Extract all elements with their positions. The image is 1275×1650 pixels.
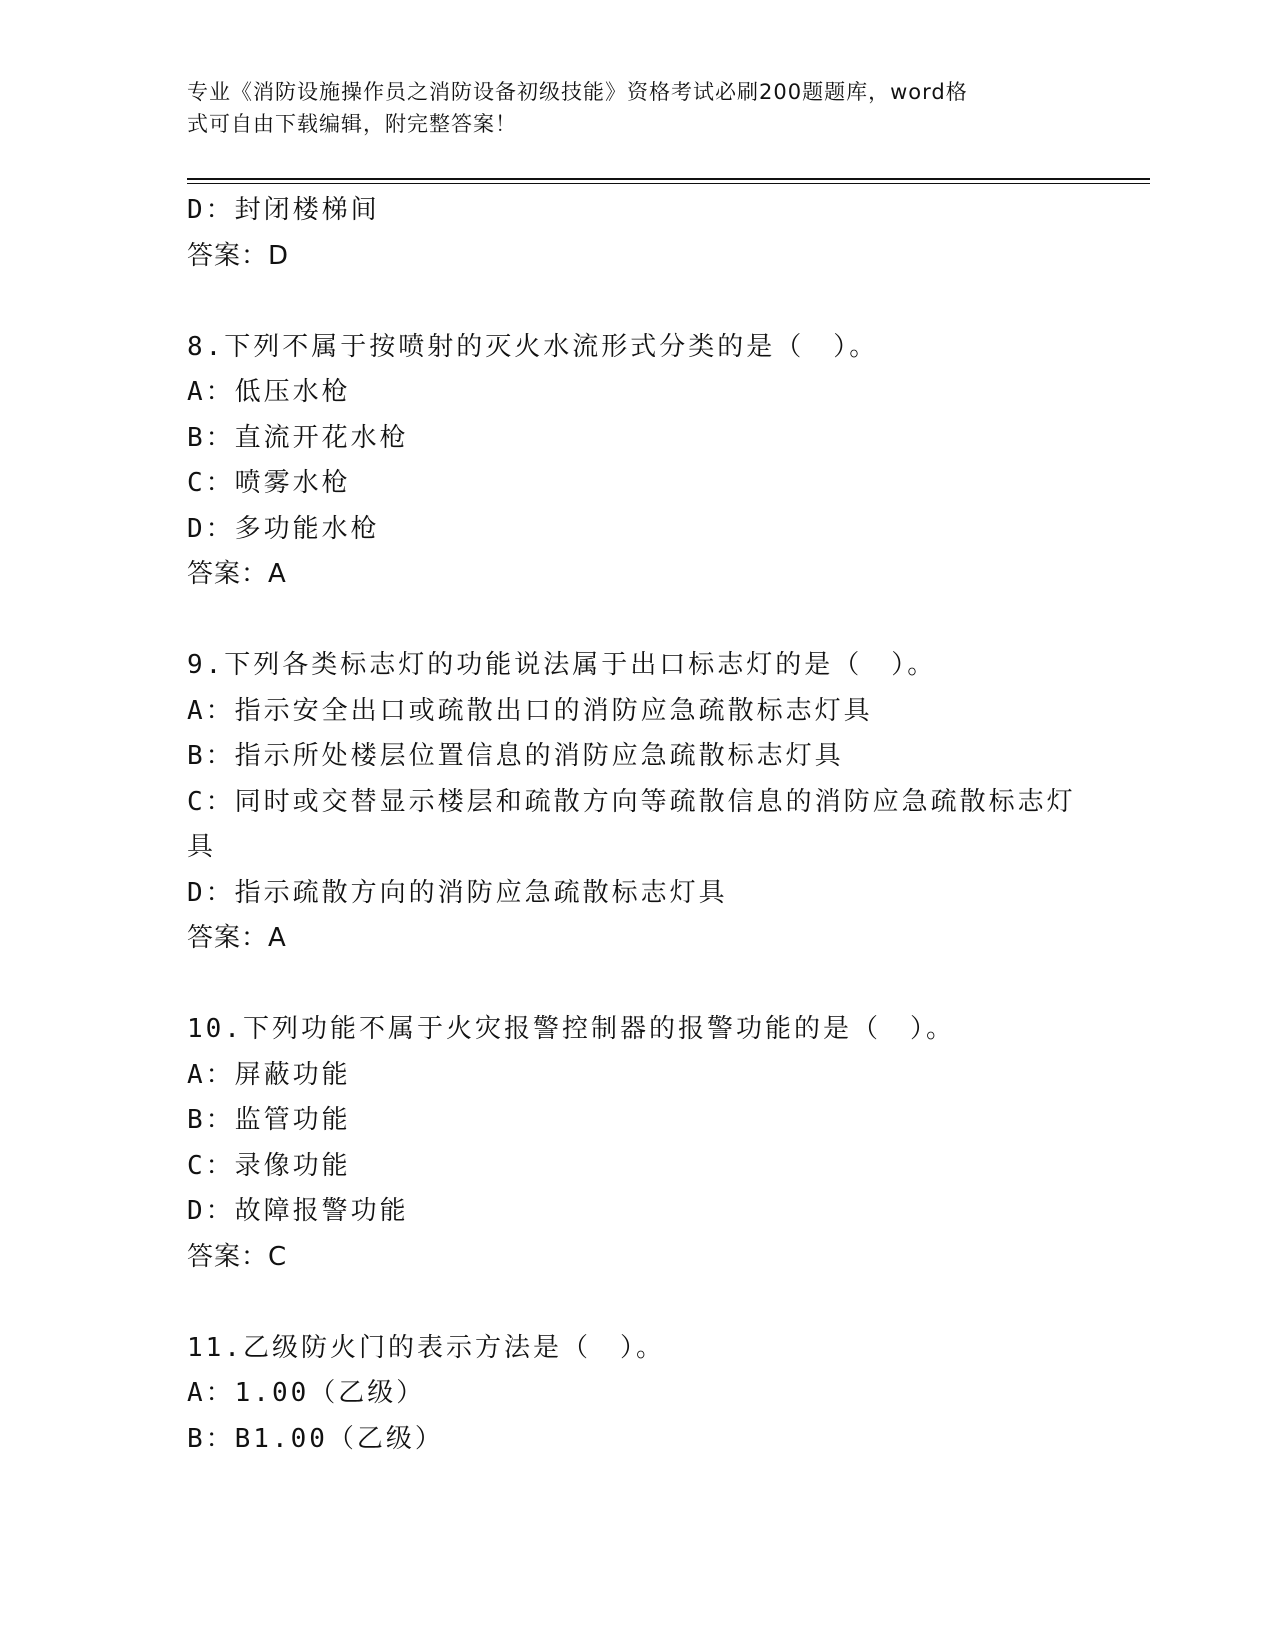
question-block-10 xyxy=(187,1007,1087,1280)
document-header xyxy=(187,76,1067,140)
option-d: D：封闭楼梯间 xyxy=(187,195,380,225)
option-b: B：B1.00（乙级） xyxy=(187,1423,444,1454)
option-c: C：同时或交替显示楼层和疏散方向等疏散信息的消防应急疏散标志灯具 xyxy=(187,786,1076,862)
option-a: A：屏蔽功能 xyxy=(187,1059,351,1090)
option-c: C：喷雾水枪 xyxy=(187,468,351,498)
option-a: A：低压水枪 xyxy=(187,377,351,407)
question-list xyxy=(187,188,1087,1462)
question-text: 10.下列功能不属于火灾报警控制器的报警功能的是（ ）。 xyxy=(187,1014,955,1044)
header-divider-thick xyxy=(187,178,1150,180)
spacer xyxy=(187,279,1087,325)
question-text: 8.下列不属于按喷射的灭火水流形式分类的是（ ）。 xyxy=(187,331,879,362)
header-line-1: 专业《消防设施操作员之消防设备初级技能》资格考试必刷200题题库，word格 xyxy=(187,80,968,104)
answer: 答案：D xyxy=(187,240,290,271)
option-a: A：指示安全出口或疏散出口的消防应急疏散标志灯具 xyxy=(187,695,873,726)
option-a: A：1.00（乙级） xyxy=(187,1378,426,1408)
option-b: B：监管功能 xyxy=(187,1105,351,1135)
question-text: 11.乙级防火门的表示方法是（ ）。 xyxy=(187,1332,665,1363)
header-line-2: 式可自由下载编辑，附完整答案！ xyxy=(187,112,517,136)
question-text: 9.下列各类标志灯的功能说法属于出口标志灯的是（ ）。 xyxy=(187,650,937,680)
option-b: B：指示所处楼层位置信息的消防应急疏散标志灯具 xyxy=(187,741,844,771)
answer: 答案：A xyxy=(187,559,287,589)
spacer xyxy=(187,1280,1087,1326)
answer: 答案：A xyxy=(187,923,287,953)
option-d: D：指示疏散方向的消防应急疏散标志灯具 xyxy=(187,877,728,908)
answer: 答案：C xyxy=(187,1241,288,1272)
option-d: D：故障报警功能 xyxy=(187,1196,409,1226)
option-b: B：直流开花水枪 xyxy=(187,422,409,453)
option-c: C：录像功能 xyxy=(187,1150,351,1181)
spacer xyxy=(187,962,1087,1008)
header-divider-thin xyxy=(187,183,1150,184)
question-block-11 xyxy=(187,1326,1087,1463)
question-block-8 xyxy=(187,325,1087,598)
option-d: D：多功能水枪 xyxy=(187,513,380,544)
question-block-9 xyxy=(187,643,1087,962)
question-block-7 xyxy=(187,188,1087,279)
spacer xyxy=(187,598,1087,644)
